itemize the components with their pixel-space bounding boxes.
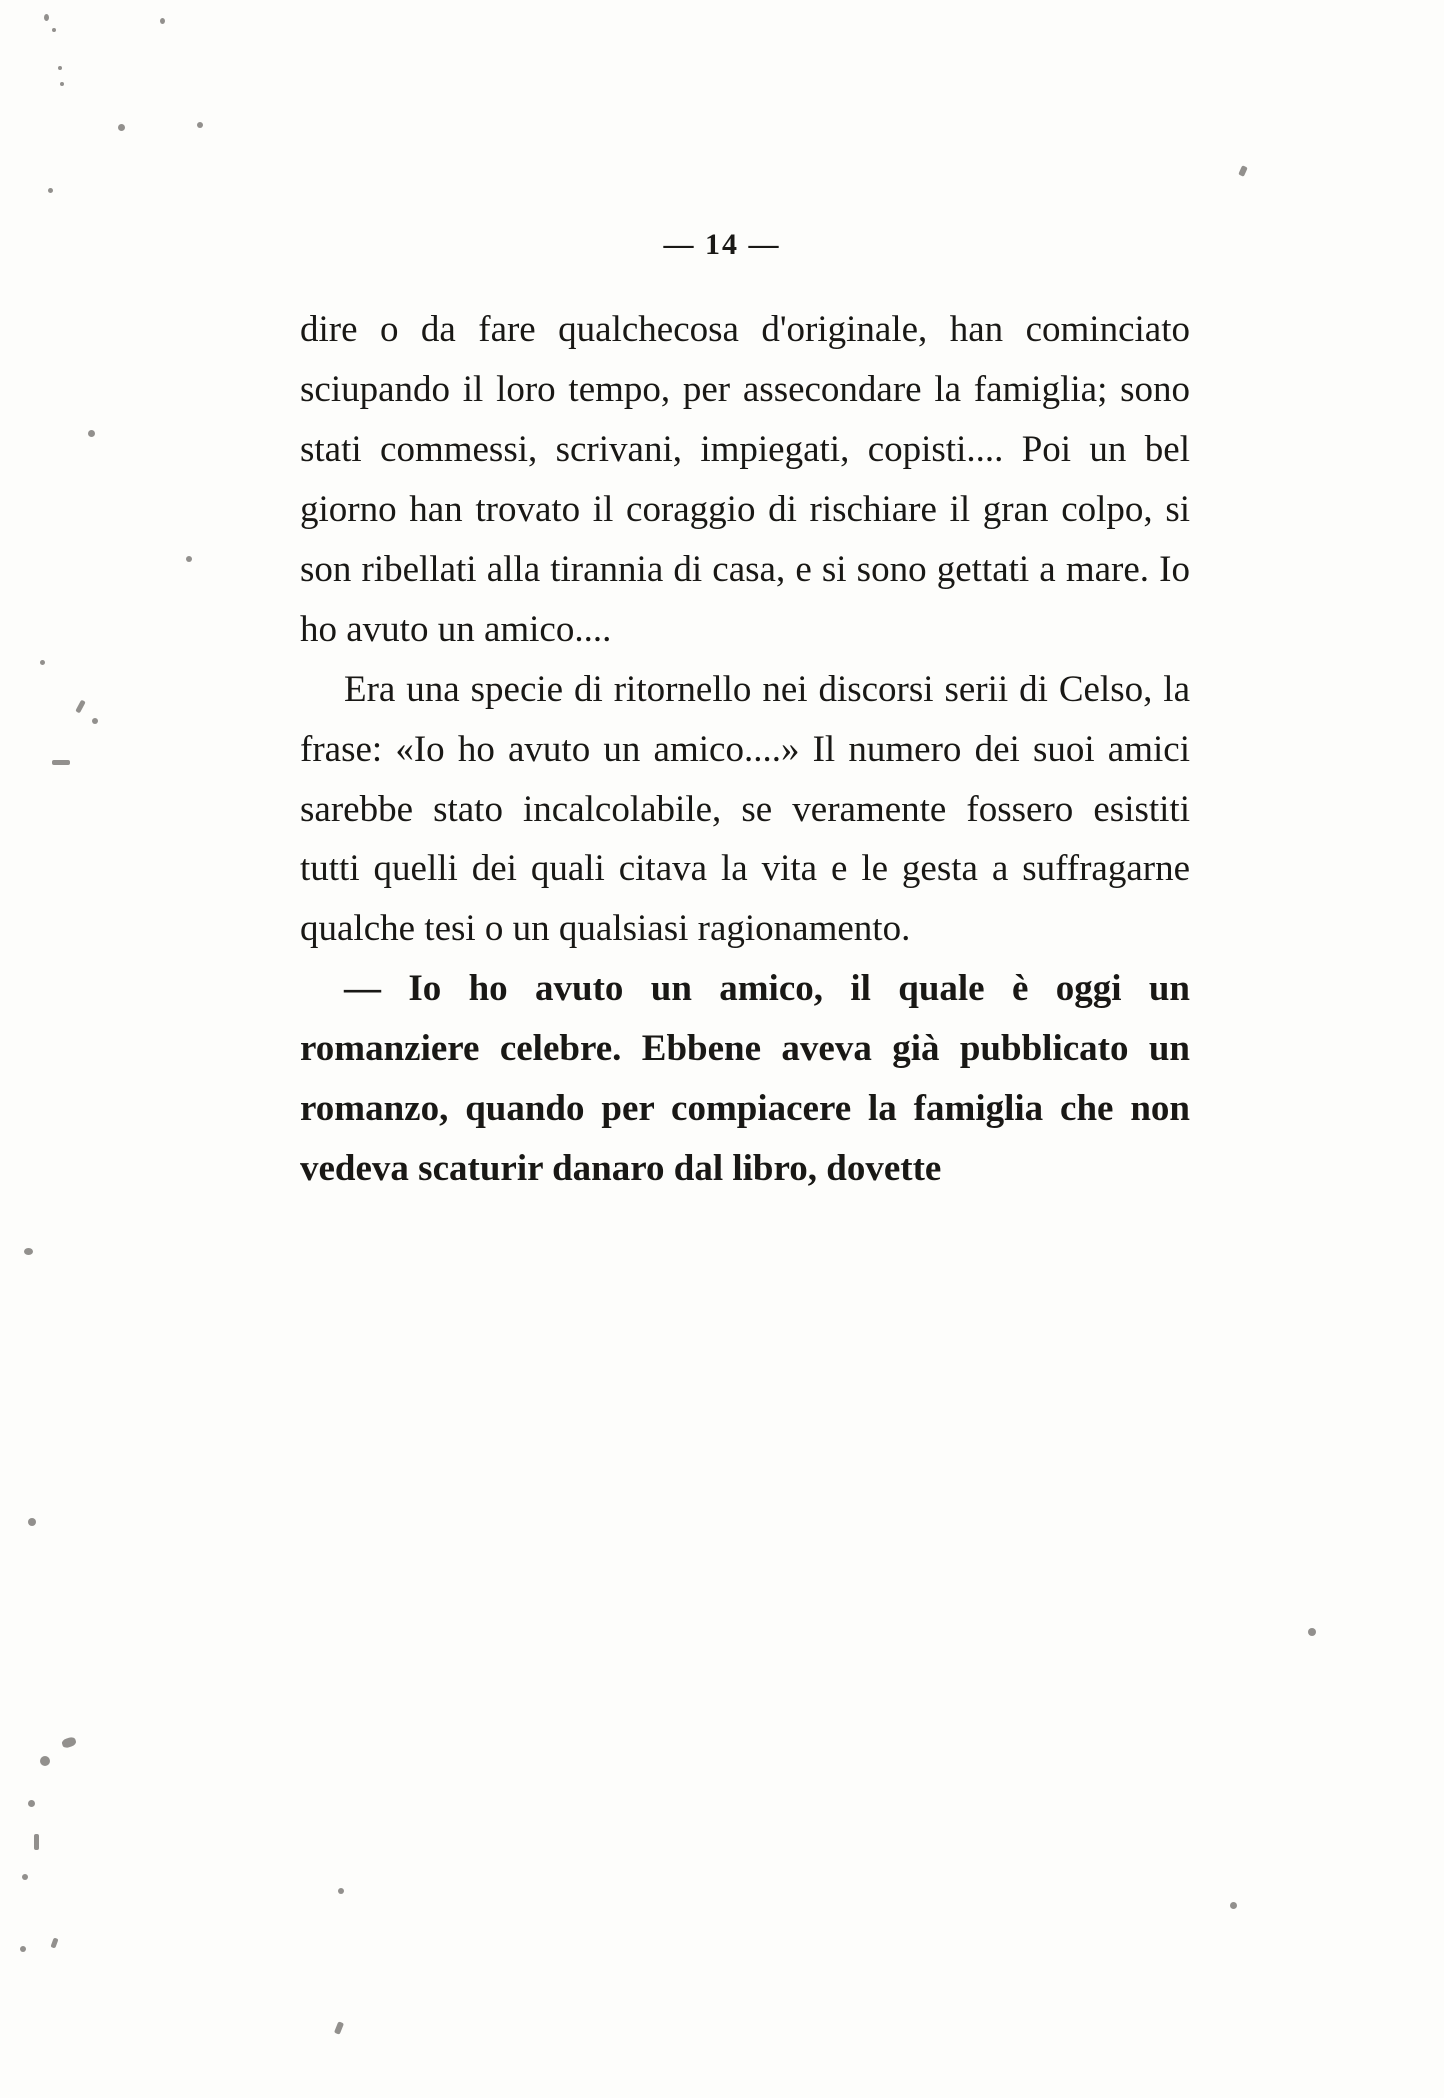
scan-speck bbox=[20, 1946, 26, 1952]
scan-speck bbox=[334, 2021, 344, 2034]
paragraph: Era una specie di ritornello nei discorsi serii di Celso, la frase: «Io ho avuto un amico....» Il numero dei suoi amici sarebbe stato incalcolabile, se veramente fossero esistiti tutti quelli dei quali citava la vita e le gesta a suffragarne qualche tesi o un qualsiasi ragionamento. bbox=[300, 668, 1190, 950]
scan-speck bbox=[338, 1888, 344, 1894]
scan-speck bbox=[22, 1874, 28, 1880]
scan-speck bbox=[88, 430, 95, 437]
scan-speck bbox=[24, 1248, 33, 1255]
scan-speck bbox=[160, 18, 165, 24]
scan-speck bbox=[186, 556, 192, 562]
scan-speck bbox=[44, 14, 49, 21]
scan-speck bbox=[118, 124, 125, 131]
scan-speck bbox=[197, 122, 203, 128]
paragraph: dire o da fare qualchecosa d'originale, han cominciato sciupando il loro tempo, per assecondare la famiglia; sono stati commessi, scrivani, impiegati, copisti.... Poi un bel giorno han trovato il coraggio di rischiare il gran colpo, si son ribellati alla tirannia di casa, e si sono gettati a mare. Io ho avuto un amico.... bbox=[300, 309, 1190, 650]
scan-speck bbox=[52, 760, 70, 765]
scan-speck bbox=[61, 1736, 77, 1749]
scan-speck bbox=[52, 28, 56, 32]
scan-speck bbox=[58, 66, 62, 70]
scan-speck bbox=[60, 82, 64, 86]
scan-speck bbox=[28, 1800, 35, 1807]
scan-speck bbox=[34, 1834, 39, 1850]
body-text bbox=[300, 300, 1190, 1199]
paragraph: — Io ho avuto un amico, il quale è oggi un romanziere celebre. Ebbene aveva già pubblicato un romanzo, quando per compiacere la famiglia che non vedeva scaturir danaro dal libro, dovette bbox=[300, 968, 1190, 1190]
scan-speck bbox=[1238, 165, 1248, 177]
scan-speck bbox=[1308, 1628, 1316, 1636]
scan-speck bbox=[28, 1518, 36, 1526]
scan-speck bbox=[75, 700, 86, 714]
scan-speck bbox=[48, 188, 53, 193]
scan-speck bbox=[40, 1756, 50, 1766]
scan-speck bbox=[40, 660, 45, 665]
page-number: — 14 — bbox=[663, 228, 781, 261]
scan-speck bbox=[92, 718, 98, 724]
scan-speck bbox=[50, 1937, 58, 1948]
scan-speck bbox=[1230, 1902, 1237, 1909]
